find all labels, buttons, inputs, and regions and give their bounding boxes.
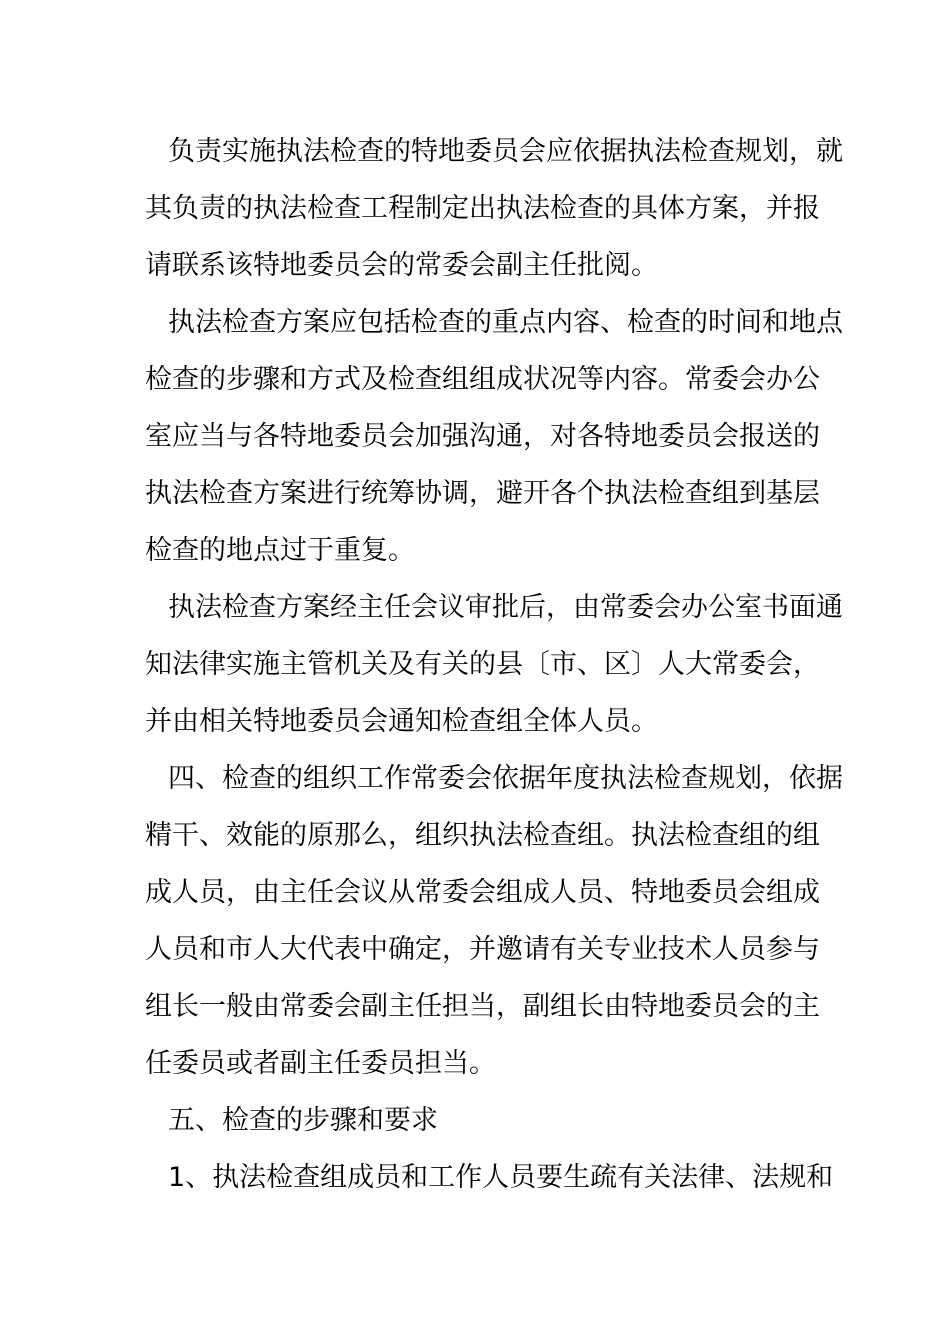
- text-line: 执法检查方案进行统筹协调，避开各个执法检查组到基层: [145, 478, 820, 509]
- text-line: 知法律实施主管机关及有关的县〔市、区〕人大常委会，: [145, 649, 820, 680]
- text-line: 其负责的执法检查工程制定出执法检查的具体方案，并报: [145, 193, 820, 224]
- text-line: 人员和市人大代表中确定，并邀请有关专业技术人员参与: [145, 934, 820, 965]
- text-line: 精干、效能的原那么，组织执法检查组。执法检查组的组: [145, 820, 820, 851]
- text-line: 负责实施执法检查的特地委员会应依据执法检查规划，就: [168, 136, 843, 167]
- text-line: 室应当与各特地委员会加强沟通，对各特地委员会报送的: [145, 421, 820, 452]
- text-line: 执法检查方案应包括检查的重点内容、检查的时间和地点: [168, 307, 843, 338]
- text-line: 请联系该特地委员会的常委会副主任批阅。: [145, 250, 658, 281]
- text-line: 四、检查的组织工作常委会依据年度执法检查规划，依据: [168, 763, 843, 794]
- text-line: 执法检查方案经主任会议审批后，由常委会办公室书面通: [168, 592, 843, 623]
- text-line: 1、执法检查组成员和工作人员要生疏有关法律、法规和: [168, 1162, 834, 1193]
- text-line: 任委员或者副主任委员担当。: [145, 1048, 496, 1079]
- text-line: 检查的地点过于重复。: [145, 535, 415, 566]
- section-heading: 五、检查的步骤和要求: [168, 1105, 438, 1136]
- text-line: 检查的步骤和方式及检查组组成状况等内容。常委会办公: [145, 364, 820, 395]
- text-line: 并由相关特地委员会通知检查组全体人员。: [145, 706, 658, 737]
- text-line: 组长一般由常委会副主任担当，副组长由特地委员会的主: [145, 991, 820, 1022]
- text-line: 成人员，由主任会议从常委会组成人员、特地委员会组成: [145, 877, 820, 908]
